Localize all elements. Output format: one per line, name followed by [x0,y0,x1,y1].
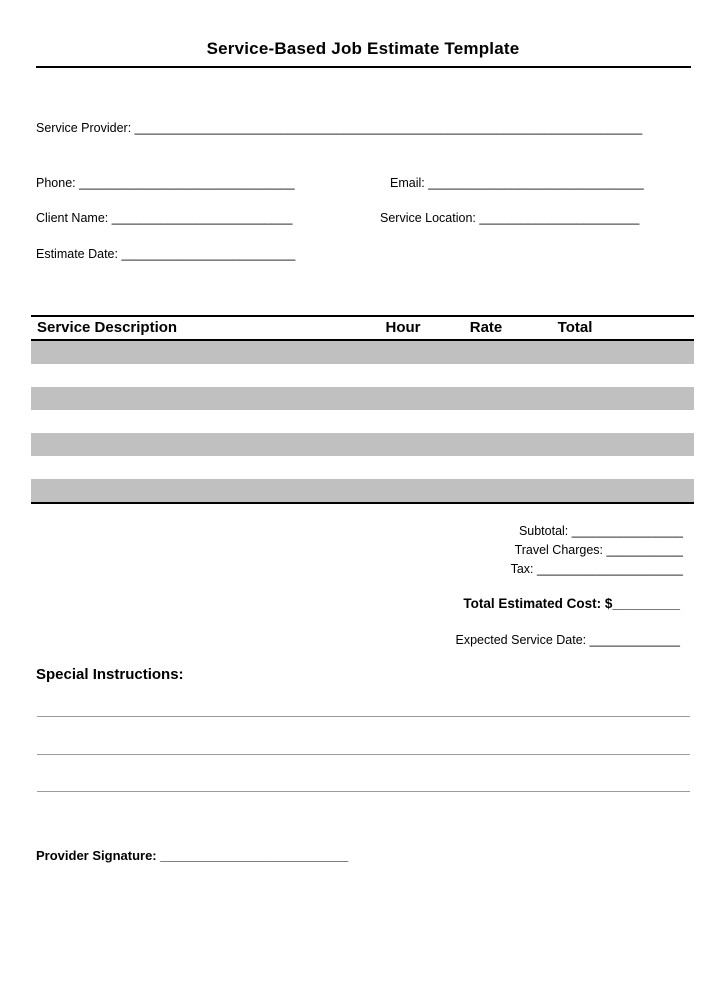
subtotal-field [511,522,683,541]
email-blank[interactable]: _______________________________ [428,176,644,190]
column-header-hour: Hour [385,319,421,336]
travel-charges-label: Travel Charges: [514,543,604,557]
service-table-rows [31,341,694,504]
column-header-rate: Rate [469,319,503,336]
table-row[interactable] [31,341,694,364]
travel-charges-field [511,541,683,560]
phone-label: Phone: [36,176,76,190]
phone-blank[interactable]: _______________________________ [79,176,295,190]
expected-service-date-blank[interactable]: _____________ [589,633,680,647]
column-header-total: Total [557,319,593,336]
instruction-line[interactable] [37,755,690,792]
table-row[interactable] [31,410,694,433]
total-estimated-cost-label: Total Estimated Cost: $ [463,596,613,611]
subtotal-label: Subtotal: [518,524,569,538]
total-estimated-cost-blank[interactable]: _________ [612,596,680,611]
table-row[interactable] [31,433,694,456]
service-table [31,315,694,504]
travel-charges-blank[interactable]: ___________ [606,543,683,557]
service-location-blank[interactable]: _______________________ [479,211,640,225]
provider-signature-blank[interactable]: __________________________ [160,848,349,863]
expected-service-date-label: Expected Service Date: [455,633,587,647]
subtotal-blank[interactable]: ________________ [571,524,683,538]
instruction-line[interactable] [37,680,690,717]
tax-label: Tax: [510,562,534,576]
service-provider-field [36,121,642,135]
estimate-date-field [36,247,295,261]
client-name-field [36,211,292,225]
phone-field [36,176,295,190]
email-label: Email: [390,176,425,190]
service-provider-blank[interactable]: _________________________________________________________________________ [134,121,643,135]
table-row[interactable] [31,387,694,410]
page-title: Service-Based Job Estimate Template [206,39,520,58]
title-divider [36,66,691,68]
table-row[interactable] [31,364,694,387]
totals-block [511,522,683,579]
tax-field [511,560,683,579]
client-name-label: Client Name: [36,211,109,225]
tax-blank[interactable]: _____________________ [537,562,683,576]
table-row[interactable] [31,456,694,479]
email-field [390,176,644,190]
provider-signature-label: Provider Signature: [36,848,157,863]
special-instructions-heading: Special Instructions: [36,666,184,683]
special-instructions-lines [37,680,690,792]
table-row[interactable] [31,479,694,502]
service-location-label: Service Location: [380,211,476,225]
service-provider-label: Service Provider: [36,121,132,135]
instruction-line[interactable] [37,717,690,754]
estimate-date-blank[interactable]: _________________________ [121,247,296,261]
client-name-blank[interactable]: __________________________ [111,211,293,225]
total-estimated-cost-field [463,596,680,611]
service-location-field [380,211,639,225]
provider-signature-field [36,848,348,863]
estimate-date-label: Estimate Date: [36,247,118,261]
service-table-header [31,315,694,341]
expected-service-date-field [456,633,680,647]
column-header-description: Service Description [37,319,178,336]
